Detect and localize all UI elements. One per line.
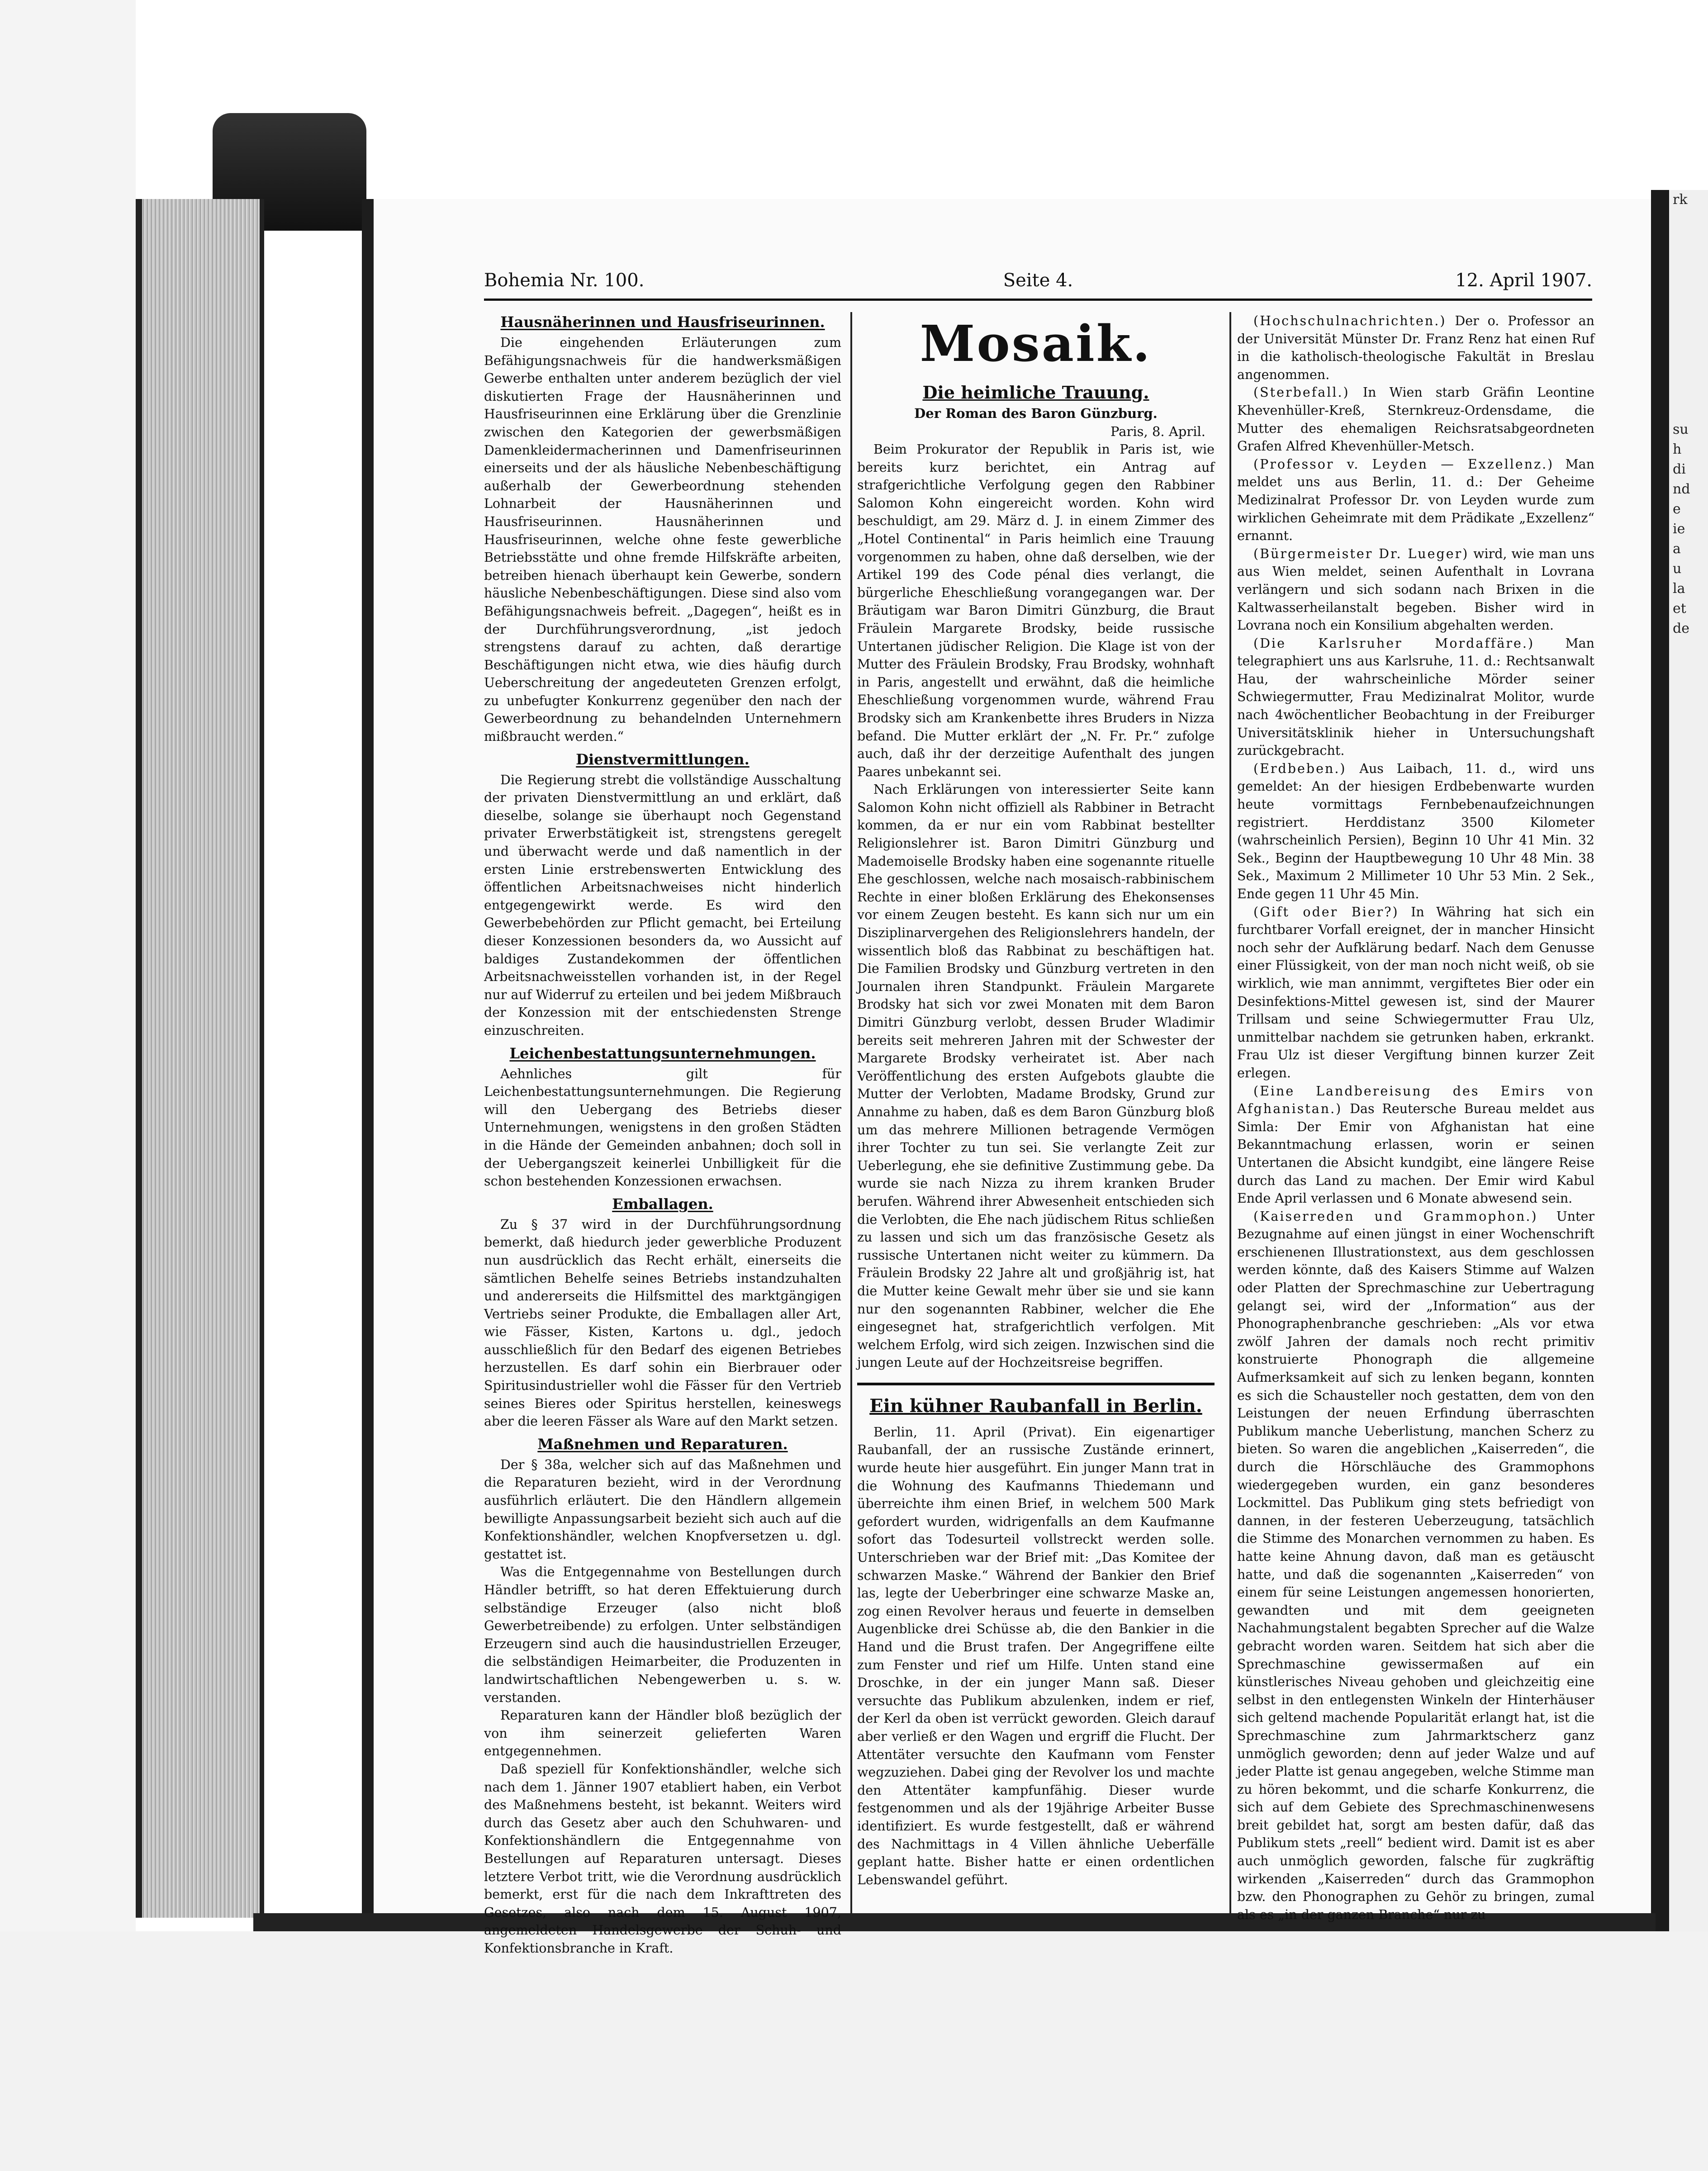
brief-text: Unter Bezugnahme auf einen jüngst in einer Wochenschrift erschienenen Illustrationstext, aus dem geschlossen werden könnte, daß des Kaisers Stimme auf Walzen oder Platten der Sprechmaschine zur Uebertragung gelangt sei, wird der „Information“ aus der Phonographenbranche geschrieben: „Als vor etwa zwölf Jahren der damals noch recht primitiv konstruierte Phonograph die allgemeine Aufmerksamkeit auf sich zu lenken begann, konnten es sich die Schausteller noch gestatten, dem von den Leistungen der neuen Erfindung überraschten Publikum manche Ueberlistung, manchen Scherz zu bieten. So waren die angeblichen „Kaiserreden“, die durch die Hörschläuche des Grammophons wiedergegeben wurden, ein ganz besonderes Lockmittel. Das Publikum ging stets befriedigt von dannen, in der festeren Ueberzeugung, tatsächlich die Stimme des Monarchen vernommen zu haben. Es hatte keine Ahnung davon, daß man es getäuscht hatte, und daß die sogenannten „Kaiserreden“ von einem für seine Leistungen angemessen honorierten, gewandten und mit dem geeigneten Nachahmungstalent begabten Sprecher auf die Walze gebracht worden waren. Seitdem hat sich aber die Sprechmaschine gewissermaßen auf ein künstlerisches Niveau gehoben und gleichzeitig eine selbst in den entlegensten Winkeln der Hinterhäuser sich geltend machende Popularität erlangt hat, ist die Sprechmaschine zum Jahrmarktscherz ganz unmöglich geworden; denn auf jeder Walze und auf jeder Platte ist genau angegeben, welche Stimme man zu hören bekommt, und die scharfe Konkurrenz, die sich auf dem Gebiete des Sprechmaschinenwesens breit gebildet hat, sorgt am besten dafür, daß das Publikum stets „reell“ bedient wird. Damit ist es aber auch unmöglich geworden, falsche für zugkräftig wirkenden „Kaiserreden“ durch das Grammophon bzw. den Phonographen zu Gehör zu bringen, zumal als es „in der ganzen Branche“ nur zu [1237, 1209, 1595, 1922]
brief-rubric: (Gift oder Bier?) [1253, 904, 1399, 920]
brief-text: Man telegraphiert uns aus Karlsruhe, 11. d.: Rechtsanwalt Hau, der wahrscheinliche Mörder seiner Schwiegermutter, Frau Medizinalrat Molitor, wurde nach 4wöchentlicher Beobachtung in der Freiburger Universitätsklinik hieher in Untersuchungshaft zurückgebracht. [1237, 635, 1595, 758]
column-rule [1229, 312, 1231, 1922]
news-brief [1237, 903, 1594, 1082]
fragment-line: u [1673, 561, 1682, 577]
brief-text: In Wien starb Gräfin Leontine Khevenhüller-Kreß, Sternkreuz-Ordensdame, die Mutter des ehemaligen Reichsratsabgeordneten Grafen Alfred Khevenhüller-Metsch. [1237, 385, 1594, 454]
page-header [484, 267, 1592, 301]
article-paragraph: Die Regierung strebt die vollständige Ausschaltung der privaten Dienstvermittlung an und erklärt, daß dieselbe, solange sie überhaupt noch Gegenstand privater Erwerbstätigkeit ist, strengstens geregelt und überwacht werde und daß namentlich in der ersten Linie erstrebenswerten Entwicklung des öffentlichen Arbeitsnachweises nicht hinderlich entgegengewirkt werde. Es wird den Gewerbebehörden zur Pflicht gemacht, bei Erteilung dieser Konzessionen besonders da, wo Aussicht auf baldiges Zustandekommen der öffentlichen Arbeitsnachweisstellen vorhanden ist, in der Regel nur auf Widerruf zu erteilen und bei jedem Mißbrauch der Konzession mit der entschiedensten Strenge einzuschreiten. [484, 772, 841, 1038]
brief-text: In Währing hat sich ein furchtbarer Vorfall ereignet, der in mancher Hinsicht noch sehr der Aufklärung bedarf. Nach dem Genusse einer Flüssigkeit, von der man noch nicht weiß, ob sie wirklich, wie man annimmt, vergiftetes Bier oder ein Desinfektions-Mittel gewesen ist, sind der Maurer Trillsam und seine Schwiegermutter Frau Ulz, unmittelbar nachdem sie getrunken haben, erkrankt. Frau Ulz ist dieser Vergiftung binnen kurzer Zeit erlegen. [1237, 904, 1594, 1081]
news-brief [1237, 312, 1594, 384]
column-middle [857, 312, 1215, 1922]
brief-text: Aus Laibach, 11. d., wird uns gemeldet: An der hiesigen Erdbebenwarte wurden heute vormittags Fernbebenaufzeichnungen registriert. Herddistanz 3500 Kilometer (wahrscheinlich Persien), Beginn 10 Uhr 41 Min. 32 Sek., Beginn der Hauptbewegung 10 Uhr 48 Min. 38 Sek., Maximum 2 Millimeter 10 Uhr 53 Min. 2 Sek., Ende gegen 11 Uhr 45 Min. [1237, 761, 1595, 901]
article-subheadline: Der Roman des Baron Günzburg. [914, 406, 1158, 421]
fragment-line [1669, 210, 1708, 230]
brief-text: Das Reutersche Bureau meldet aus Simla: Der Emir von Afghanistan hat eine Bekanntmachung erlassen, worin er seinen Untertanen die Absicht kundgibt, eine längere Reise durch das Land zu machen. Der Emir wird Kabul Ende April verlassen und 6 Monate abwesend sein. [1237, 1101, 1594, 1206]
brief-rubric: (Erdbeben.) [1253, 761, 1347, 776]
fragment-line: ie [1673, 521, 1685, 537]
article-paragraph: Daß speziell für Konfektionshändler, welche sich nach dem 1. Jänner 1907 etabliert haben, ein Verbot des Maßnehmens besteht, ist bekannt. Weiters wird durch das Gesetz aber auch den Schuhwaren- und Konfektionshändlern die Entgegennahme von Bestellungen auf Reparaturen untersagt. Dieses letztere Verbot tritt, wie die Verordnung ausdrücklich bemerkt, erst für die nach dem Inkrafttreten des Gesetzes, also nach dem 15. August 1907, angemeldeten Handelsgewerbe der Schuh- und Konfektionsbranche in Kraft. [484, 1761, 841, 1956]
news-brief [1237, 635, 1594, 760]
brief-rubric: (Sterbefall.) [1253, 385, 1350, 400]
brief-rubric: (Professor v. Leyden — Exzellenz.) [1253, 456, 1554, 472]
section-heading: Hausnäherinnen und Hausfriseurinnen. [500, 313, 825, 331]
fragment-line: nd [1673, 481, 1690, 497]
newspaper-name: Bohemia Nr. 100. [484, 270, 645, 291]
news-brief [1237, 545, 1594, 635]
article-paragraph: Die eingehenden Erläuterungen zum Befähigungsnachweis für die handwerksmäßigen Gewerbe enthalten unter anderem bezüglich der viel diskutierten Frage der Hausnäherinnen und Hausfriseurinnen eine Erklärung über die Grenzlinie zwischen den Kategorien der gewerbsmäßigen Damenkleidermacherinnen und Damenfriseurinnen einerseits und der als häusliche Nebenbeschäftigung außerhalb der Gewerbeordnung stehenden Lohnarbeit der Hausnäherinnen und Hausfriseurinnen. Hausnäherinnen und Hausfriseurinnen, welche ohne feste gewerbliche Betriebsstätte und ohne fremde Hilfskräfte arbeiten, betreiben hienach überhaupt kein Gewerbe, sondern häusliche Nebenbeschäftigungen. Diese sind also vom Befähigungsnachweis befreit. „Dagegen“, heißt es in der Durchführungsverordnung, „ist jedoch strengstens darauf zu achten, daß derartige Beschäftigungen nicht etwa, wie dies häufig durch Ueberschreitung der angedeuteten Grenzen erfolgt, zu unbefugter Konkurrenz gegenüber den nach der Gewerbeordnung zu behandelnden Unternehmern mißbraucht werden.“ [484, 335, 841, 744]
issue-date: 12. April 1907. [1455, 270, 1592, 291]
section-heading: Emballagen. [612, 1195, 713, 1213]
news-brief [1237, 1208, 1594, 1924]
book-page-edges [136, 199, 264, 1918]
brief-text: Man meldet uns aus Berlin, 11. d.: Der Geheime Medizinalrat Professor Dr. von Leyden wurde zum wirklichen Geheimrate mit dem Prädikate „Exzellenz“ ernannt. [1237, 456, 1594, 544]
article-paragraph: Was die Entgegennahme von Bestellungen durch Händler betrifft, so hat deren Effektuierung durch selbständige Erzeuger (also nicht bloß Gewerbetreibende) zu erfolgen. Unter selbständigen Erzeugern sind auch die hausindustriellen Erzeuger, die selbständigen Heimarbeiter, die Produzenten in landwirtschaftlichen Nebengewerben u. s. w. verstanden. [484, 1564, 841, 1705]
article-headline: Die heimliche Trauung. [922, 382, 1149, 403]
fragment-line: su [1673, 422, 1689, 437]
article-paragraph: Berlin, 11. April (Privat). Ein eigenartiger Raubanfall, der an russische Zustände erinnert, wurde heute hier ausgeführt. Ein junger Mann trat in die Wohnung des Kaufmanns Thiedemann und überreichte ihm einen Brief, in welchem 500 Mark gefordert wurden, widrigenfalls an dem Kaufmanne sofort das Todesurteil vollstreckt werden solle. Unterschrieben war der Brief mit: „Das Komitee der schwarzen Maske.“ Während der Bankier den Brief las, legte der Ueberbringer eine schwarze Maske an, zog einen Revolver heraus und feuerte in demselben Augenblicke drei Schüsse ab, die den Bankier in die Hand und die Brust trafen. Der Angegriffene eilte zum Fenster und rief um Hilfe. Unten stand eine Droschke, in der ein junger Mann saß. Dieser versuchte das Publikum abzulenken, indem er rief, der Kerl da oben ist verrückt geworden. Gleich darauf aber verließ er den Wagen und ergriff die Flucht. Der Attentäter versuchte den Kaufmann vom Fenster wegzuziehen. Dabei ging der Revolver los und machte den Attentäter kampfunfähig. Dieser wurde festgenommen und als der 19jährige Arbeiter Busse identifiziert. Es wurde festgestellt, daß er während des Nachmittags in 4 Villen ähnliche Ueberfälle geplant hatte. Bisher hatte er einen ordentlichen Lebenswandel geführt. [857, 1424, 1215, 1887]
news-brief [1237, 384, 1594, 455]
scan-background-left [0, 0, 136, 2171]
article-divider [857, 1383, 1215, 1385]
brief-rubric: (Kaiserreden und Grammophon.) [1253, 1209, 1538, 1224]
section-heading: Leichenbestattungsunternehmungen. [509, 1044, 816, 1062]
news-brief [1237, 1082, 1594, 1208]
brief-rubric: (Bürgermeister Dr. Lueger) [1253, 546, 1469, 561]
fragment-line: la [1673, 581, 1685, 597]
page-number: Seite 4. [1003, 270, 1073, 291]
article-paragraph: Zu § 37 wird in der Durchführungsordnung bemerkt, daß hiedurch jeder gewerbliche Produzent nun ausdrücklich das Recht erhält, einerseits die sämtlichen Behelfe seines Betriebs instandzuhalten und andererseits die Hilfsmittel des marktgängigen Vertriebs seiner Produkte, die Emballagen aller Art, wie Fässer, Kisten, Kartons u. dgl., jedoch ausschließlich für den Bedarf des eigenen Betriebes herzustellen. Es darf sohin ein Bierbrauer oder Spiritusindustrieller wohl die Fässer für den Vertrieb seines Bieres oder Spiritus herstellen, keineswegs aber die leeren Fässer als Ware auf den Markt setzen. [484, 1217, 841, 1429]
scan-background-bottom [0, 1931, 1708, 2171]
news-brief [1237, 760, 1594, 903]
brief-text: wird, wie man uns aus Wien meldet, seinen Aufenthalt in Lovrana verlängern und sich sodann nach Brixen in die Kaltwasserheilanstalt begeben. Bisher wird in Lovrana noch ein Konsilium abgehalten werden. [1237, 546, 1595, 633]
fragment-line: a [1673, 541, 1681, 557]
section-heading: Maßnehmen und Reparaturen. [537, 1435, 788, 1453]
fragment-line: de [1673, 621, 1689, 636]
fragment-line: et [1673, 601, 1686, 616]
article-paragraph: Reparaturen kann der Händler bloß bezüglich der von ihm seinerzeit gelieferten Waren entgegennehmen. [484, 1708, 841, 1759]
article-paragraph: Der § 38a, welcher sich auf das Maßnehmen und die Reparaturen bezieht, wird in der Verordnung ausführlich erläutert. Die den Händlern allgemein bewilligte Anpassungsarbeit bezieht sich auch auf die Konfektionshändler, welchen Knopfversetzen u. dgl. gestattet ist. [484, 1457, 841, 1562]
section-heading: Dienstvermittlungen. [576, 750, 750, 768]
fragment-line: di [1673, 461, 1686, 477]
rubric-title: Mosaik. [920, 314, 1152, 373]
brief-rubric: (Hochschulnachrichten.) [1253, 313, 1447, 328]
adjacent-page-fragment [1669, 190, 1708, 1954]
article-paragraph: Nach Erklärungen von interessierter Seite kann Salomon Kohn nicht offiziell als Rabbiner in Betracht kommen, da er nur ein vom Rabbinat bestellter Religionslehrer ist. Baron Dimitri Günzburg und Mademoiselle Brodsky haben eine sogenannte rituelle Ehe geschlossen, welche nach mosaisch-rabbinischem Rechte in einer bloßen Erklärung des Ehekonsenses vor einem Zeugen besteht. Es kann sich nur um ein Disziplinarvergehen des Religionslehrers handeln, der wissentlich bloß das Rabbinat zu beschäftigen hat. Die Familien Brodsky und Günzburg vertreten in den Journalen ihren Standpunkt. Fräulein Margarete Brodsky hat sich vor zwei Monaten mit dem Baron Dimitri Günzburg verlobt, dessen Bruder Wladimir bereits seit mehreren Jahren mit der Schwester der Margarete Brodsky verheiratet ist. Aber nach Veröffentlichung des ersten Aufgebots glaubte die Mutter der Verlobten, Madame Brodsky, Grund zur Annahme zu haben, daß es dem Baron Günzburg bloß um das mehrere Millionen betragende Vermögen ihrer Tochter zu tun sei. Sie verlangte Zeit zur Ueberlegung, ehe sie definitive Zustimmung gebe. Da wurde sie nach Nizza zu ihrem kranken Bruder berufen. Während ihrer Abwesenheit entschieden sich die Verlobten, die Ehe nach jüdischem Ritus schließen zu lassen und sich um das französische Gesetz als russische Untertanen nicht weiter zu kümmern. Da Fräulein Brodsky 22 Jahre alt und großjährig ist, hat die Mutter keine Gewalt mehr über sie und sie kann nur den sogenannten Rabbiner, welcher die Ehe eingesegnet hat, strafgerichtlich verfolgen. Mit welchem Erfolg, wird sich zeigen. Inzwischen sind die jungen Leute auf der Hochzeitsreise begriffen. [857, 782, 1215, 1370]
article-paragraph: Aehnliches gilt für Leichenbestattungsunternehmungen. Die Regierung will den Uebergang des Betriebs dieser Unternehmungen, wenigstens in den großen Städten in die Hände der Gemeinden anbahnen; doch soll in der Uebergangszeit keinerlei Unbilligkeit für die schon bestehenden Konzessionen erwachsen. [484, 1066, 841, 1189]
brief-rubric: (Eine Landbereisung des Emirs von Afghanistan.) [1237, 1083, 1594, 1117]
brief-text: Der o. Professor an der Universität Münster Dr. Franz Renz hat einen Ruf in die katholisch-theologische Fakultät in Breslau angenommen. [1237, 313, 1594, 382]
article-paragraph: Beim Prokurator der Republik in Paris ist, wie bereits kurz berichtet, ein Antrag auf strafgerichtliche Verfolgung gegen den Rabbiner Salomon Kohn eingereicht worden. Kohn wird beschuldigt, am 29. März d. J. in einem Zimmer des „Hotel Continental“ in Paris heimlich eine Trauung vorgenommen zu haben, ohne daß derselben, wie der Artikel 199 des Code pénal dies verlangt, die bürgerliche Eheschließung vorangegangen war. Der Bräutigam war Baron Dimitri Günzburg, die Braut Fräulein Margarete Brodsky, beide russische Untertanen jüdischer Religion. Die Klage ist von der Mutter des Fräulein Brodsky, Frau Brodsky, wohnhaft in Paris, angestellt und erwähnt, daß die heimliche Eheschließung vorgenommen wurde, während Frau Brodsky sich am Krankenbette ihres Bruders in Nizza befand. Die Mutter erklärt der „N. Fr. Pr.“ zufolge auch, daß ihr der derzeitige Aufenthalt des jungen Paares unbekannt sei. [857, 442, 1215, 779]
column-rule [850, 312, 852, 1922]
brief-rubric: (Die Karlsruher Mordaffäre.) [1253, 635, 1535, 651]
column-left [484, 312, 841, 1956]
column-right [1237, 312, 1594, 1922]
news-brief [1237, 455, 1594, 545]
fragment-line: e [1673, 501, 1681, 517]
article-headline: Ein kühner Raubanfall in Berlin. [869, 1395, 1202, 1417]
fragment-line: h [1673, 441, 1682, 457]
fragment-line: rk [1673, 192, 1688, 208]
article-dateline: Paris, 8. April. [1110, 424, 1205, 439]
